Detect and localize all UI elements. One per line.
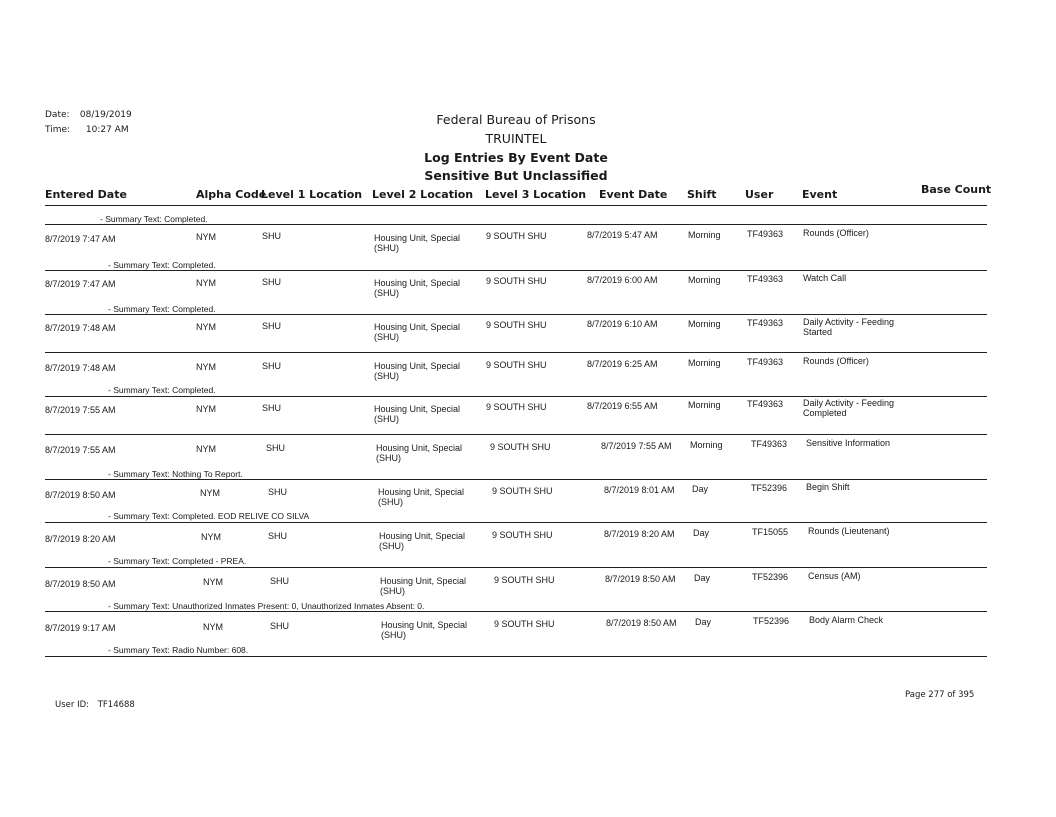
cell-entered-date: 8/7/2019 9:17 AM <box>45 623 116 633</box>
cell-shift: Morning <box>688 358 721 368</box>
cell-entered-date: 8/7/2019 8:50 AM <box>45 579 116 589</box>
cell-entered-date: 8/7/2019 7:48 AM <box>45 323 116 333</box>
cell-event: Census (AM) <box>808 571 861 581</box>
col-level2-location: Level 2 Location <box>372 188 474 201</box>
cell-user: TF52396 <box>752 572 789 582</box>
cell-level2: Housing Unit, Special (SHU) <box>374 278 461 298</box>
cell-level3: 9 SOUTH SHU <box>490 442 551 452</box>
summary-text: - Summary Text: Completed. <box>108 304 216 314</box>
cell-alpha-code: NYM <box>196 362 216 372</box>
col-event: Event <box>802 188 838 201</box>
cell-level3: 9 SOUTH SHU <box>486 276 547 286</box>
cell-level3: 9 SOUTH SHU <box>492 530 553 540</box>
cell-user: TF49363 <box>747 357 784 367</box>
cell-alpha-code: NYM <box>196 322 216 332</box>
cell-shift: Day <box>694 573 711 583</box>
system-title: TRUINTEL <box>485 131 547 146</box>
cell-event: Daily Activity - Feeding Started <box>803 317 895 337</box>
row-rule <box>45 224 987 225</box>
cell-level2: Housing Unit, Special (SHU) <box>380 576 467 596</box>
cell-entered-date: 8/7/2019 7:55 AM <box>45 445 116 455</box>
cell-event-date: 8/7/2019 6:00 AM <box>587 275 658 285</box>
summary-text: - Summary Text: Completed. <box>100 214 208 224</box>
user-id-value: TF14688 <box>97 700 135 710</box>
cell-shift: Morning <box>688 230 721 240</box>
row-rule <box>45 434 987 435</box>
row-rule <box>45 352 987 353</box>
cell-alpha-code: NYM <box>201 532 221 542</box>
col-entered-date: Entered Date <box>45 188 127 201</box>
cell-level2: Housing Unit, Special (SHU) <box>374 361 461 381</box>
cell-user: TF52396 <box>753 616 790 626</box>
row-rule <box>45 611 987 612</box>
cell-level2: Housing Unit, Special (SHU) <box>374 322 461 342</box>
col-level1-location: Level 1 Location <box>261 188 363 201</box>
cell-level1: SHU <box>262 277 282 287</box>
cell-entered-date: 8/7/2019 8:50 AM <box>45 490 116 500</box>
cell-level1: SHU <box>262 361 282 371</box>
row-rule <box>45 314 987 315</box>
summary-text: - Summary Text: Radio Number: 608. <box>108 645 249 655</box>
footer-user-id <box>55 700 135 710</box>
cell-alpha-code: NYM <box>203 577 223 587</box>
col-user: User <box>745 188 774 201</box>
row-rule <box>45 396 987 397</box>
cell-user: TF49363 <box>751 439 788 449</box>
cell-shift: Morning <box>690 440 723 450</box>
cell-level2: Housing Unit, Special (SHU) <box>374 233 461 253</box>
cell-event-date: 8/7/2019 8:50 AM <box>606 618 677 628</box>
cell-shift: Morning <box>688 275 721 285</box>
summary-text: - Summary Text: Completed. EOD RELIVE CO SILVA <box>108 511 310 521</box>
user-id-label: User ID: <box>55 700 89 710</box>
cell-level1: SHU <box>262 321 282 331</box>
row-rule <box>45 522 987 523</box>
cell-event: Sensitive Information <box>806 438 891 448</box>
summary-text: - Summary Text: Unauthorized Inmates Present: 0, Unauthorized Inmates Absent: 0. <box>108 601 425 611</box>
summary-text: - Summary Text: Completed. <box>108 260 216 270</box>
time-value: 10:27 AM <box>85 125 129 135</box>
agency-title: Federal Bureau of Prisons <box>436 112 596 127</box>
cell-entered-date: 8/7/2019 7:47 AM <box>45 279 116 289</box>
cell-level1: SHU <box>270 576 290 586</box>
cell-event-date: 8/7/2019 6:10 AM <box>587 319 658 329</box>
cell-event-date: 8/7/2019 6:25 AM <box>587 359 658 369</box>
cell-entered-date: 8/7/2019 7:55 AM <box>45 405 116 415</box>
cell-event-date: 8/7/2019 7:55 AM <box>601 441 672 451</box>
cell-event: Watch Call <box>803 273 847 283</box>
cell-alpha-code: NYM <box>196 404 216 414</box>
cell-event: Rounds (Lieutenant) <box>808 526 890 536</box>
col-shift: Shift <box>687 188 717 201</box>
cell-event-date: 8/7/2019 5:47 AM <box>587 230 658 240</box>
col-level3-location: Level 3 Location <box>485 188 587 201</box>
cell-level1: SHU <box>270 621 290 631</box>
summary-text: - Summary Text: Completed - PREA. <box>108 556 247 566</box>
cell-user: TF15055 <box>752 527 789 537</box>
date-value: 08/19/2019 <box>79 110 132 120</box>
report-title: Log Entries By Event Date <box>424 150 608 165</box>
cell-entered-date: 8/7/2019 7:47 AM <box>45 234 116 244</box>
cell-level2: Housing Unit, Special (SHU) <box>376 443 463 463</box>
cell-alpha-code: NYM <box>196 232 216 242</box>
cell-alpha-code: NYM <box>203 622 223 632</box>
cell-event: Daily Activity - Feeding Completed <box>803 398 895 418</box>
cell-level1: SHU <box>262 403 282 413</box>
date-label: Date: <box>45 110 70 120</box>
col-base-count: Base Count <box>921 183 992 196</box>
cell-shift: Day <box>692 484 709 494</box>
cell-level1: SHU <box>266 443 286 453</box>
cell-alpha-code: NYM <box>196 444 216 454</box>
cell-level2: Housing Unit, Special (SHU) <box>379 531 466 551</box>
cell-event: Body Alarm Check <box>809 615 884 625</box>
cell-shift: Day <box>693 528 710 538</box>
summary-text: - Summary Text: Nothing To Report. <box>108 469 243 479</box>
cell-user: TF49363 <box>747 274 784 284</box>
cell-event-date: 8/7/2019 8:50 AM <box>605 574 676 584</box>
cell-user: TF49363 <box>747 229 784 239</box>
cell-event-date: 8/7/2019 8:20 AM <box>604 529 675 539</box>
row-rule <box>45 479 987 480</box>
cell-level3: 9 SOUTH SHU <box>486 402 547 412</box>
cell-alpha-code: NYM <box>200 488 220 498</box>
col-alpha-code: Alpha Code <box>196 188 267 201</box>
cell-level2: Housing Unit, Special (SHU) <box>381 620 468 640</box>
cell-event-date: 8/7/2019 6:55 AM <box>587 401 658 411</box>
cell-event-date: 8/7/2019 8:01 AM <box>604 485 675 495</box>
cell-entered-date: 8/7/2019 7:48 AM <box>45 363 116 373</box>
cell-shift: Morning <box>688 319 721 329</box>
cell-shift: Day <box>695 617 712 627</box>
summary-text: - Summary Text: Completed. <box>108 385 216 395</box>
cell-level1: SHU <box>268 531 288 541</box>
page-number: Page 277 of 395 <box>905 690 975 700</box>
row-rule <box>45 567 987 568</box>
cell-level3: 9 SOUTH SHU <box>494 619 555 629</box>
row-rule <box>45 270 987 271</box>
cell-level3: 9 SOUTH SHU <box>486 320 547 330</box>
cell-alpha-code: NYM <box>196 278 216 288</box>
time-label: Time: <box>45 125 71 135</box>
cell-level3: 9 SOUTH SHU <box>494 575 555 585</box>
classification-title: Sensitive But Unclassified <box>424 168 608 183</box>
cell-event: Rounds (Officer) <box>803 356 869 366</box>
cell-user: TF52396 <box>751 483 788 493</box>
header-rule <box>45 205 987 206</box>
cell-user: TF49363 <box>747 399 784 409</box>
cell-level3: 9 SOUTH SHU <box>486 231 547 241</box>
row-rule <box>45 656 987 657</box>
cell-event: Begin Shift <box>806 482 850 492</box>
cell-level2: Housing Unit, Special (SHU) <box>374 404 461 424</box>
col-event-date: Event Date <box>599 188 668 201</box>
cell-shift: Morning <box>688 400 721 410</box>
cell-entered-date: 8/7/2019 8:20 AM <box>45 534 116 544</box>
cell-user: TF49363 <box>747 318 784 328</box>
cell-event: Rounds (Officer) <box>803 228 869 238</box>
cell-level3: 9 SOUTH SHU <box>492 486 553 496</box>
cell-level2: Housing Unit, Special (SHU) <box>378 487 465 507</box>
cell-level3: 9 SOUTH SHU <box>486 360 547 370</box>
cell-level1: SHU <box>262 231 282 241</box>
cell-level1: SHU <box>268 487 288 497</box>
